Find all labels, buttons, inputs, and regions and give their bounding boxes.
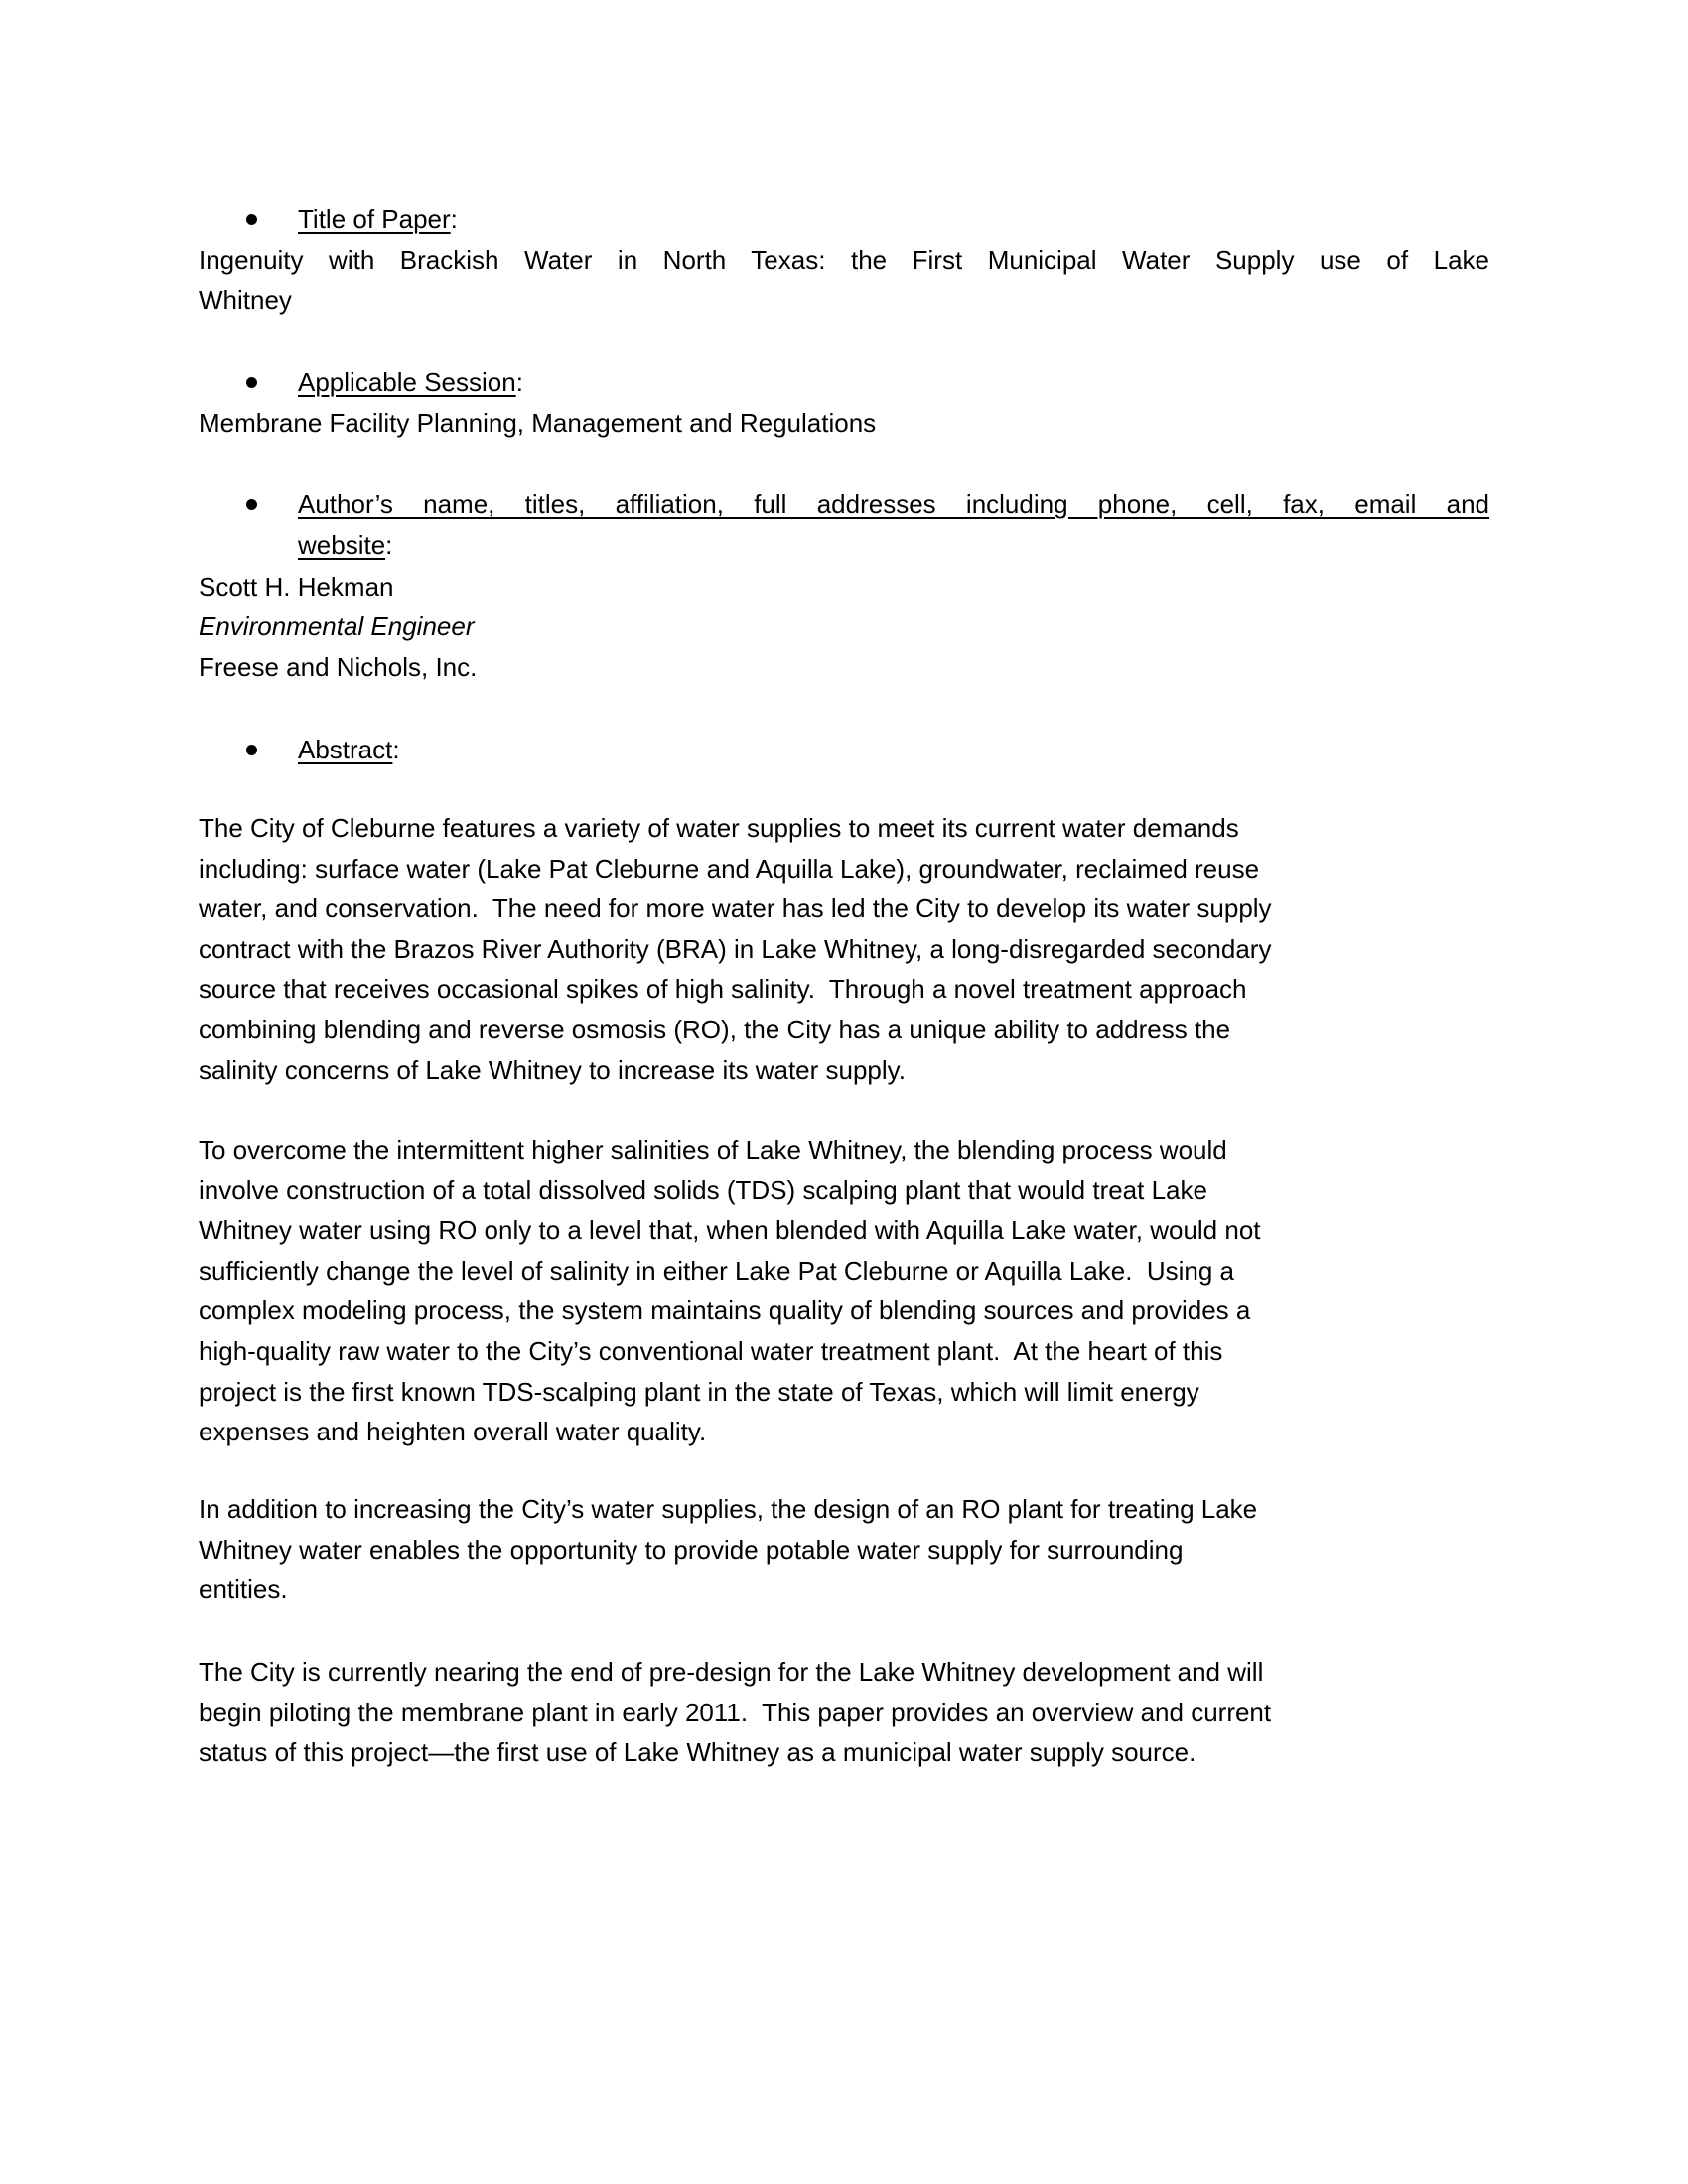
- abstract-line: expenses and heighten overall water quality.: [199, 1417, 707, 1447]
- author-heading-label: website: [298, 530, 386, 560]
- abstract-line: involve construction of a total dissolved solids (TDS) scalping plant that would treat Lake: [199, 1174, 1207, 1205]
- session-heading-label: Applicable Session: [298, 367, 516, 397]
- title-heading: [298, 200, 1489, 239]
- author-name: Scott H. Hekman: [199, 572, 394, 602]
- session-value: Membrane Facility Planning, Management and Regulations: [199, 408, 877, 438]
- abstract-line: In addition to increasing the City’s water supplies, the design of an RO plant for treating Lake: [199, 1494, 1258, 1524]
- abstract-line: The City is currently nearing the end of pre-design for the Lake Whitney development and will: [199, 1657, 1264, 1687]
- abstract-heading-colon: :: [392, 735, 400, 764]
- abstract-line: including: surface water (Lake Pat Cleburne and Aquilla Lake), groundwater, reclaimed reuse: [199, 853, 1260, 884]
- abstract-line: high-quality raw water to the City’s conventional water treatment plant. At the heart of this: [199, 1336, 1223, 1366]
- abstract-heading-label: Abstract: [298, 735, 393, 764]
- author-heading-line: [298, 484, 1489, 524]
- author-heading-label: Author’s name, titles, affiliation, full addresses including phone, cell, fax, email and: [298, 489, 1489, 519]
- bullet-icon: [246, 499, 257, 510]
- abstract-line: Whitney water enables the opportunity to provide potable water supply for surrounding: [199, 1534, 1184, 1565]
- abstract-line: contract with the Brazos River Authority (BRA) in Lake Whitney, a long-disregarded secondary: [199, 933, 1272, 964]
- bullet-icon: [246, 745, 257, 755]
- abstract-line: salinity concerns of Lake Whitney to increase its water supply.: [199, 1054, 906, 1085]
- bullet-icon: [246, 377, 257, 388]
- abstract-line: entities.: [199, 1574, 288, 1605]
- abstract-line: project is the first known TDS-scalping plant in the state of Texas, which will limit energy: [199, 1376, 1199, 1407]
- paper-title-line: Ingenuity with Brackish Water in North Texas: the First Municipal Water Supply use of Lake: [199, 245, 1489, 275]
- abstract-line: sufficiently change the level of salinity in either Lake Pat Cleburne or Aquilla Lake. Using a: [199, 1255, 1235, 1286]
- abstract-line: begin piloting the membrane plant in early 2011. This paper provides an overview and current: [199, 1697, 1272, 1727]
- abstract-line: source that receives occasional spikes of high salinity. Through a novel treatment approach: [199, 974, 1247, 1005]
- title-heading-colon: :: [450, 205, 458, 234]
- author-heading-colon: :: [385, 530, 393, 560]
- abstract-line: combining blending and reverse osmosis (RO), the City has a unique ability to address the: [199, 1015, 1231, 1044]
- abstract-heading: [298, 730, 1489, 769]
- bullet-icon: [246, 214, 257, 225]
- author-title: Environmental Engineer: [199, 612, 475, 641]
- author-affiliation: Freese and Nichols, Inc.: [199, 652, 478, 682]
- abstract-line: The City of Cleburne features a variety of water supplies to meet its current water demands: [199, 813, 1239, 843]
- abstract-line: To overcome the intermittent higher salinities of Lake Whitney, the blending process would: [199, 1135, 1227, 1164]
- title-heading-label: Title of Paper: [298, 205, 451, 234]
- session-heading-colon: :: [515, 367, 523, 397]
- abstract-line: Whitney water using RO only to a level that, when blended with Aquilla Lake water, would not: [199, 1215, 1261, 1246]
- paper-title-line: Whitney: [199, 285, 292, 315]
- session-heading: [298, 362, 1489, 402]
- abstract-line: complex modeling process, the system maintains quality of blending sources and provides a: [199, 1296, 1251, 1326]
- abstract-line: status of this project—the first use of Lake Whitney as a municipal water supply source.: [199, 1737, 1196, 1768]
- author-heading-line: [298, 525, 1489, 565]
- abstract-line: water, and conservation. The need for more water has led the City to develop its water supply: [199, 893, 1272, 924]
